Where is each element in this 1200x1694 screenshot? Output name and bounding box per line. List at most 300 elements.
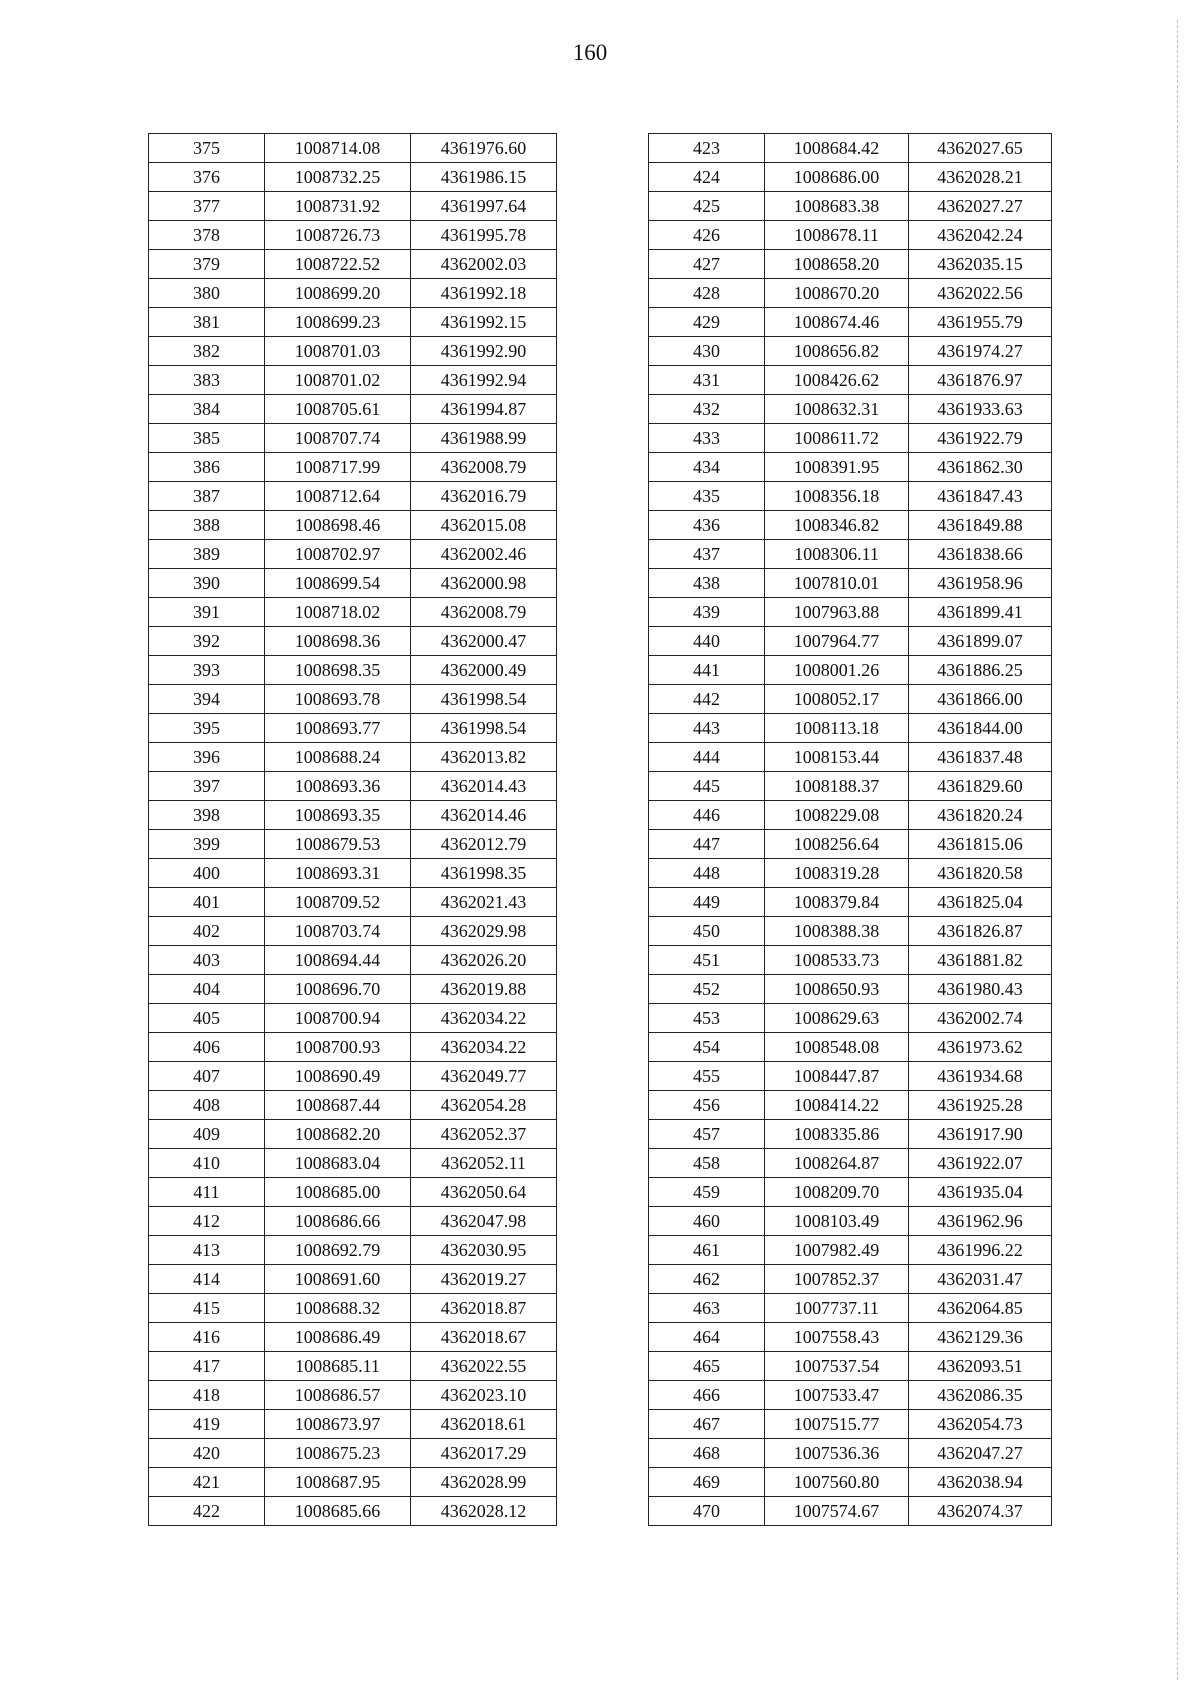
point-number-cell: 438: [649, 569, 765, 598]
y-coordinate-cell: 4362028.99: [411, 1468, 557, 1497]
point-number-cell: 465: [649, 1352, 765, 1381]
table-row: [149, 1352, 557, 1381]
x-coordinate-cell: 1008732.25: [265, 163, 411, 192]
table-row: [149, 192, 557, 221]
point-number-cell: 451: [649, 946, 765, 975]
table-row: [149, 1294, 557, 1323]
table-row: [649, 366, 1052, 395]
point-number-cell: 432: [649, 395, 765, 424]
point-number-cell: 378: [149, 221, 265, 250]
x-coordinate-cell: 1008391.95: [765, 453, 909, 482]
y-coordinate-cell: 4361992.18: [411, 279, 557, 308]
table-row: [149, 685, 557, 714]
x-coordinate-cell: 1008686.57: [265, 1381, 411, 1410]
page-number: 160: [572, 40, 608, 65]
table-row: [649, 1120, 1052, 1149]
x-coordinate-cell: 1008687.95: [265, 1468, 411, 1497]
y-coordinate-cell: 4362019.27: [411, 1265, 557, 1294]
x-coordinate-cell: 1008714.08: [265, 134, 411, 163]
point-number-cell: 392: [149, 627, 265, 656]
y-coordinate-cell: 4362047.98: [411, 1207, 557, 1236]
table-row: [149, 1468, 557, 1497]
y-coordinate-cell: 4362000.47: [411, 627, 557, 656]
x-coordinate-cell: 1008702.97: [265, 540, 411, 569]
point-number-cell: 382: [149, 337, 265, 366]
x-coordinate-cell: 1008700.94: [265, 1004, 411, 1033]
table-row: [649, 685, 1052, 714]
y-coordinate-cell: 4361837.48: [909, 743, 1052, 772]
point-number-cell: 435: [649, 482, 765, 511]
point-number-cell: 411: [149, 1178, 265, 1207]
y-coordinate-cell: 4361934.68: [909, 1062, 1052, 1091]
x-coordinate-cell: 1008229.08: [765, 801, 909, 830]
x-coordinate-cell: 1008685.00: [265, 1178, 411, 1207]
point-number-cell: 430: [649, 337, 765, 366]
y-coordinate-cell: 4361838.66: [909, 540, 1052, 569]
x-coordinate-cell: 1008001.26: [765, 656, 909, 685]
x-coordinate-cell: 1008656.82: [765, 337, 909, 366]
point-number-cell: 397: [149, 772, 265, 801]
table-row: [149, 1062, 557, 1091]
x-coordinate-cell: 1007537.54: [765, 1352, 909, 1381]
table-row: [649, 714, 1052, 743]
x-coordinate-cell: 1008709.52: [265, 888, 411, 917]
point-number-cell: 450: [649, 917, 765, 946]
table-row: [149, 772, 557, 801]
point-number-cell: 395: [149, 714, 265, 743]
y-coordinate-cell: 4361994.87: [411, 395, 557, 424]
x-coordinate-cell: 1008707.74: [265, 424, 411, 453]
x-coordinate-cell: 1008712.64: [265, 482, 411, 511]
table-row: [649, 1497, 1052, 1526]
x-coordinate-cell: 1008683.04: [265, 1149, 411, 1178]
point-number-cell: 421: [149, 1468, 265, 1497]
x-coordinate-cell: 1007536.36: [765, 1439, 909, 1468]
x-coordinate-cell: 1008705.61: [265, 395, 411, 424]
point-number-cell: 467: [649, 1410, 765, 1439]
y-coordinate-cell: 4362002.46: [411, 540, 557, 569]
point-number-cell: 390: [149, 569, 265, 598]
y-coordinate-cell: 4362052.37: [411, 1120, 557, 1149]
table-row: [649, 279, 1052, 308]
table-row: [649, 1468, 1052, 1497]
y-coordinate-cell: 4361922.79: [909, 424, 1052, 453]
table-row: [149, 221, 557, 250]
table-row: [149, 1149, 557, 1178]
y-coordinate-cell: 4361849.88: [909, 511, 1052, 540]
x-coordinate-cell: 1008674.46: [765, 308, 909, 337]
x-coordinate-cell: 1008683.38: [765, 192, 909, 221]
y-coordinate-cell: 4362018.61: [411, 1410, 557, 1439]
point-number-cell: 445: [649, 772, 765, 801]
y-coordinate-cell: 4361986.15: [411, 163, 557, 192]
table-row: [649, 1265, 1052, 1294]
point-number-cell: 456: [649, 1091, 765, 1120]
y-coordinate-cell: 4361925.28: [909, 1091, 1052, 1120]
point-number-cell: 383: [149, 366, 265, 395]
table-row: [649, 1062, 1052, 1091]
table-row: [649, 1323, 1052, 1352]
table-row: [149, 569, 557, 598]
y-coordinate-cell: 4362093.51: [909, 1352, 1052, 1381]
table-row: [649, 511, 1052, 540]
table-row: [649, 801, 1052, 830]
table-row: [149, 453, 557, 482]
x-coordinate-cell: 1008688.24: [265, 743, 411, 772]
y-coordinate-cell: 4361829.60: [909, 772, 1052, 801]
table-row: [649, 975, 1052, 1004]
table-row: [649, 192, 1052, 221]
x-coordinate-cell: 1008685.66: [265, 1497, 411, 1526]
table-row: [649, 1410, 1052, 1439]
y-coordinate-cell: 4361876.97: [909, 366, 1052, 395]
table-row: [649, 772, 1052, 801]
table-row: [649, 569, 1052, 598]
y-coordinate-cell: 4361980.43: [909, 975, 1052, 1004]
table-row: [649, 1207, 1052, 1236]
point-number-cell: 413: [149, 1236, 265, 1265]
point-number-cell: 375: [149, 134, 265, 163]
point-number-cell: 403: [149, 946, 265, 975]
table-row: [149, 482, 557, 511]
y-coordinate-cell: 4362030.95: [411, 1236, 557, 1265]
table-row: [149, 1439, 557, 1468]
point-number-cell: 400: [149, 859, 265, 888]
table-row: [149, 1381, 557, 1410]
table-row: [649, 540, 1052, 569]
y-coordinate-cell: 4361899.07: [909, 627, 1052, 656]
point-number-cell: 425: [649, 192, 765, 221]
y-coordinate-cell: 4361955.79: [909, 308, 1052, 337]
x-coordinate-cell: 1008533.73: [765, 946, 909, 975]
point-number-cell: 433: [649, 424, 765, 453]
point-number-cell: 418: [149, 1381, 265, 1410]
table-row: [649, 1004, 1052, 1033]
point-number-cell: 468: [649, 1439, 765, 1468]
table-row: [149, 656, 557, 685]
x-coordinate-cell: 1007963.88: [765, 598, 909, 627]
point-number-cell: 388: [149, 511, 265, 540]
table-row: [649, 917, 1052, 946]
y-coordinate-cell: 4362054.73: [909, 1410, 1052, 1439]
point-number-cell: 406: [149, 1033, 265, 1062]
y-coordinate-cell: 4362015.08: [411, 511, 557, 540]
table-row: [149, 830, 557, 859]
table-row: [149, 946, 557, 975]
table-row: [649, 859, 1052, 888]
table-row: [149, 714, 557, 743]
x-coordinate-cell: 1008693.78: [265, 685, 411, 714]
table-row: [149, 917, 557, 946]
table-row: [149, 279, 557, 308]
y-coordinate-cell: 4362021.43: [411, 888, 557, 917]
point-number-cell: 414: [149, 1265, 265, 1294]
x-coordinate-cell: 1008701.02: [265, 366, 411, 395]
table-row: [149, 1120, 557, 1149]
y-coordinate-cell: 4362002.03: [411, 250, 557, 279]
y-coordinate-cell: 4361996.22: [909, 1236, 1052, 1265]
table-row: [149, 337, 557, 366]
x-coordinate-cell: 1008306.11: [765, 540, 909, 569]
table-row: [649, 163, 1052, 192]
x-coordinate-cell: 1008699.23: [265, 308, 411, 337]
table-row: [149, 511, 557, 540]
table-row: [649, 1033, 1052, 1062]
x-coordinate-cell: 1008687.44: [265, 1091, 411, 1120]
x-coordinate-cell: 1008548.08: [765, 1033, 909, 1062]
x-coordinate-cell: 1007560.80: [765, 1468, 909, 1497]
point-number-cell: 417: [149, 1352, 265, 1381]
y-coordinate-cell: 4362042.24: [909, 221, 1052, 250]
point-number-cell: 453: [649, 1004, 765, 1033]
point-number-cell: 393: [149, 656, 265, 685]
y-coordinate-cell: 4361815.06: [909, 830, 1052, 859]
table-row: [649, 627, 1052, 656]
point-number-cell: 454: [649, 1033, 765, 1062]
x-coordinate-cell: 1008611.72: [765, 424, 909, 453]
y-coordinate-cell: 4361935.04: [909, 1178, 1052, 1207]
y-coordinate-cell: 4362000.98: [411, 569, 557, 598]
table-row: [149, 1091, 557, 1120]
table-row: [149, 801, 557, 830]
table-row: [649, 1439, 1052, 1468]
point-number-cell: 441: [649, 656, 765, 685]
x-coordinate-cell: 1007982.49: [765, 1236, 909, 1265]
table-row: [149, 540, 557, 569]
x-coordinate-cell: 1008726.73: [265, 221, 411, 250]
table-row: [149, 134, 557, 163]
point-number-cell: 384: [149, 395, 265, 424]
point-number-cell: 463: [649, 1294, 765, 1323]
point-number-cell: 434: [649, 453, 765, 482]
y-coordinate-cell: 4361974.27: [909, 337, 1052, 366]
x-coordinate-cell: 1008414.22: [765, 1091, 909, 1120]
point-number-cell: 431: [649, 366, 765, 395]
x-coordinate-cell: 1008388.38: [765, 917, 909, 946]
y-coordinate-cell: 4361973.62: [909, 1033, 1052, 1062]
point-number-cell: 428: [649, 279, 765, 308]
x-coordinate-cell: 1007964.77: [765, 627, 909, 656]
table-row: [149, 1265, 557, 1294]
table-row: [649, 308, 1052, 337]
point-number-cell: 452: [649, 975, 765, 1004]
table-row: [649, 1091, 1052, 1120]
table-row: [649, 424, 1052, 453]
y-coordinate-cell: 4362013.82: [411, 743, 557, 772]
point-number-cell: 381: [149, 308, 265, 337]
x-coordinate-cell: 1008209.70: [765, 1178, 909, 1207]
y-coordinate-cell: 4361886.25: [909, 656, 1052, 685]
point-number-cell: 439: [649, 598, 765, 627]
table-row: [649, 1294, 1052, 1323]
point-number-cell: 394: [149, 685, 265, 714]
table-row: [149, 1178, 557, 1207]
y-coordinate-cell: 4361976.60: [411, 134, 557, 163]
point-number-cell: 462: [649, 1265, 765, 1294]
point-number-cell: 423: [649, 134, 765, 163]
y-coordinate-cell: 4361826.87: [909, 917, 1052, 946]
table-row: [649, 395, 1052, 424]
point-number-cell: 459: [649, 1178, 765, 1207]
y-coordinate-cell: 4361998.54: [411, 685, 557, 714]
x-coordinate-cell: 1008684.42: [765, 134, 909, 163]
y-coordinate-cell: 4362034.22: [411, 1033, 557, 1062]
y-coordinate-cell: 4362129.36: [909, 1323, 1052, 1352]
point-number-cell: 410: [149, 1149, 265, 1178]
table-row: [649, 946, 1052, 975]
table-row: [149, 975, 557, 1004]
y-coordinate-cell: 4362012.79: [411, 830, 557, 859]
y-coordinate-cell: 4361922.07: [909, 1149, 1052, 1178]
point-number-cell: 422: [149, 1497, 265, 1526]
x-coordinate-cell: 1008699.54: [265, 569, 411, 598]
x-coordinate-cell: 1008698.46: [265, 511, 411, 540]
y-coordinate-cell: 4361899.41: [909, 598, 1052, 627]
y-coordinate-cell: 4361917.90: [909, 1120, 1052, 1149]
y-coordinate-cell: 4362014.46: [411, 801, 557, 830]
point-number-cell: 424: [649, 163, 765, 192]
table-row: [149, 163, 557, 192]
x-coordinate-cell: 1007515.77: [765, 1410, 909, 1439]
coordinates-table-left: [148, 133, 557, 1526]
x-coordinate-cell: 1008685.11: [265, 1352, 411, 1381]
table-row: [649, 1381, 1052, 1410]
table-row: [149, 859, 557, 888]
point-number-cell: 377: [149, 192, 265, 221]
point-number-cell: 470: [649, 1497, 765, 1526]
x-coordinate-cell: 1008673.97: [265, 1410, 411, 1439]
y-coordinate-cell: 4362018.67: [411, 1323, 557, 1352]
point-number-cell: 427: [649, 250, 765, 279]
x-coordinate-cell: 1007737.11: [765, 1294, 909, 1323]
y-coordinate-cell: 4361933.63: [909, 395, 1052, 424]
table-row: [149, 888, 557, 917]
x-coordinate-cell: 1008691.60: [265, 1265, 411, 1294]
table-row: [649, 1352, 1052, 1381]
point-number-cell: 437: [649, 540, 765, 569]
table-row: [149, 1497, 557, 1526]
y-coordinate-cell: 4362038.94: [909, 1468, 1052, 1497]
x-coordinate-cell: 1008447.87: [765, 1062, 909, 1091]
x-coordinate-cell: 1008686.66: [265, 1207, 411, 1236]
x-coordinate-cell: 1008153.44: [765, 743, 909, 772]
table-row: [149, 366, 557, 395]
y-coordinate-cell: 4361825.04: [909, 888, 1052, 917]
point-number-cell: 376: [149, 163, 265, 192]
x-coordinate-cell: 1008264.87: [765, 1149, 909, 1178]
table-row: [649, 1178, 1052, 1207]
x-coordinate-cell: 1008698.36: [265, 627, 411, 656]
point-number-cell: 436: [649, 511, 765, 540]
x-coordinate-cell: 1008052.17: [765, 685, 909, 714]
point-number-cell: 443: [649, 714, 765, 743]
y-coordinate-cell: 4362026.20: [411, 946, 557, 975]
x-coordinate-cell: 1007574.67: [765, 1497, 909, 1526]
x-coordinate-cell: 1008692.79: [265, 1236, 411, 1265]
table-row: [149, 250, 557, 279]
x-coordinate-cell: 1008679.53: [265, 830, 411, 859]
y-coordinate-cell: 4362027.65: [909, 134, 1052, 163]
point-number-cell: 457: [649, 1120, 765, 1149]
point-number-cell: 455: [649, 1062, 765, 1091]
y-coordinate-cell: 4362031.47: [909, 1265, 1052, 1294]
x-coordinate-cell: 1008379.84: [765, 888, 909, 917]
point-number-cell: 464: [649, 1323, 765, 1352]
table-row: [149, 424, 557, 453]
table-row: [149, 1410, 557, 1439]
point-number-cell: 429: [649, 308, 765, 337]
y-coordinate-cell: 4362022.56: [909, 279, 1052, 308]
table-row: [149, 1033, 557, 1062]
table-row: [649, 337, 1052, 366]
table-row: [649, 743, 1052, 772]
point-number-cell: 391: [149, 598, 265, 627]
x-coordinate-cell: 1008693.36: [265, 772, 411, 801]
y-coordinate-cell: 4362002.74: [909, 1004, 1052, 1033]
y-coordinate-cell: 4361881.82: [909, 946, 1052, 975]
point-number-cell: 440: [649, 627, 765, 656]
table-row: [149, 743, 557, 772]
table-row: [649, 1236, 1052, 1265]
y-coordinate-cell: 4362049.77: [411, 1062, 557, 1091]
y-coordinate-cell: 4361844.00: [909, 714, 1052, 743]
point-number-cell: 461: [649, 1236, 765, 1265]
y-coordinate-cell: 4362054.28: [411, 1091, 557, 1120]
x-coordinate-cell: 1008629.63: [765, 1004, 909, 1033]
table-row: [649, 1149, 1052, 1178]
point-number-cell: 379: [149, 250, 265, 279]
y-coordinate-cell: 4362052.11: [411, 1149, 557, 1178]
x-coordinate-cell: 1008686.49: [265, 1323, 411, 1352]
y-coordinate-cell: 4362047.27: [909, 1439, 1052, 1468]
x-coordinate-cell: 1008696.70: [265, 975, 411, 1004]
x-coordinate-cell: 1008699.20: [265, 279, 411, 308]
y-coordinate-cell: 4362027.27: [909, 192, 1052, 221]
y-coordinate-cell: 4362074.37: [909, 1497, 1052, 1526]
point-number-cell: 458: [649, 1149, 765, 1178]
x-coordinate-cell: 1007810.01: [765, 569, 909, 598]
table-row: [649, 656, 1052, 685]
x-coordinate-cell: 1008731.92: [265, 192, 411, 221]
table-row: [649, 598, 1052, 627]
x-coordinate-cell: 1008701.03: [265, 337, 411, 366]
point-number-cell: 419: [149, 1410, 265, 1439]
y-coordinate-cell: 4362064.85: [909, 1294, 1052, 1323]
point-number-cell: 389: [149, 540, 265, 569]
y-coordinate-cell: 4361992.94: [411, 366, 557, 395]
x-coordinate-cell: 1008670.20: [765, 279, 909, 308]
table-row: [649, 453, 1052, 482]
x-coordinate-cell: 1008690.49: [265, 1062, 411, 1091]
point-number-cell: 399: [149, 830, 265, 859]
table-row: [649, 830, 1052, 859]
x-coordinate-cell: 1007533.47: [765, 1381, 909, 1410]
y-coordinate-cell: 4361820.24: [909, 801, 1052, 830]
point-number-cell: 416: [149, 1323, 265, 1352]
point-number-cell: 405: [149, 1004, 265, 1033]
point-number-cell: 386: [149, 453, 265, 482]
point-number-cell: 448: [649, 859, 765, 888]
y-coordinate-cell: 4361847.43: [909, 482, 1052, 511]
point-number-cell: 426: [649, 221, 765, 250]
point-number-cell: 407: [149, 1062, 265, 1091]
table-row: [149, 1236, 557, 1265]
y-coordinate-cell: 4361862.30: [909, 453, 1052, 482]
x-coordinate-cell: 1008426.62: [765, 366, 909, 395]
table-row: [649, 221, 1052, 250]
y-coordinate-cell: 4361992.90: [411, 337, 557, 366]
table-row: [149, 1323, 557, 1352]
